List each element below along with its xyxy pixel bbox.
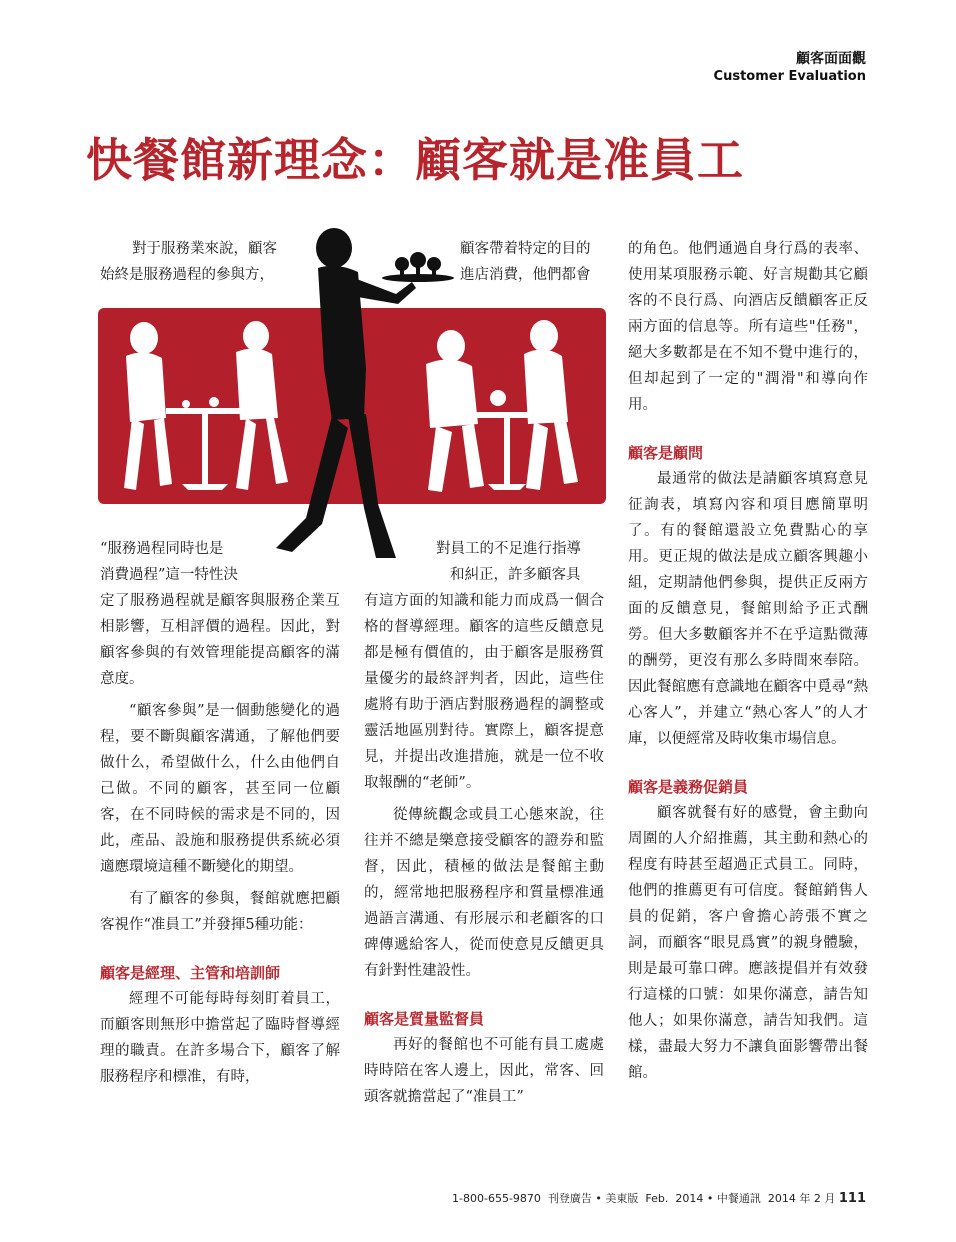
column-2	[364, 588, 604, 1116]
column-3	[628, 236, 868, 1092]
section-label-zh: 顧客面面觀	[796, 51, 866, 67]
subheading: 顧客是顧問	[628, 444, 704, 462]
subheading: 顧客是經理、主管和培訓師	[100, 964, 281, 982]
subheading: 顧客是義務促銷員	[628, 778, 749, 796]
fragment-top-left	[100, 236, 277, 288]
fragment-top-right	[460, 236, 591, 288]
footer-phone: 1-800-655-9870	[452, 1192, 541, 1205]
paragraph: 的角色。他們通過自身行爲的表率、使用某項服務示範、好言規勸其它顧客的不良行爲、向酒店反饋顧客正反兩方面的信息等。所有這些"任務"，絕大多數都是在不知不覺中進行的，但却起到了一定的"潤滑"和導向作用。	[628, 241, 868, 413]
text-line: 對員工的不足進行指導	[436, 541, 581, 557]
footer-month: Feb.	[645, 1192, 669, 1205]
text-line: 進店消費，他們都會	[460, 267, 591, 283]
section-label-en: Customer Evaluation	[713, 69, 866, 84]
paragraph: 從傳統觀念或員工心態來說，往往并不總是樂意接受顧客的證券和監督，因此，積極的做法是餐館主動的，經常地把服務程序和質量標准通過語言溝通、有形展示和老顧客的口碑傳遞給客人，從而使意見反饋更具有針對性建設性。	[364, 807, 604, 979]
text-line: 顧客帶着特定的目的	[460, 241, 591, 257]
paragraph: 有了顧客的參與，餐館就應把顧客視作“准員工”并發揮5種功能：	[100, 891, 340, 933]
text-line: 消費過程”這一特性決	[100, 567, 238, 583]
text-line: 和糾正，許多顧客具	[450, 567, 581, 583]
footer-ad: 刊登廣告 • 美東版	[547, 1192, 639, 1205]
footer-date: 2014 年 2 月	[767, 1192, 836, 1205]
paragraph: “顧客參與”是一個動態變化的過程，要不斷與顧客溝通，了解他們要做什么，希望做什么，什么由他們自己做。不同的顧客，甚至同一位顧客，在不同時候的需求是不同的，因此，產品、設施和服務提供系統必須適應環境這種不斷變化的期望。	[100, 703, 340, 875]
paragraph: 再好的餐館也不可能有員工處處時時陪在客人邊上，因此，常客、回頭客就擔當起了“准員工”	[364, 1037, 604, 1105]
paragraph: 最通常的做法是請顧客填寫意見征詢表，填寫內容和項目應簡單明了。有的餐館還設立免費點心的享用。更正規的做法是成立顧客興趣小組，定期請他們參與，提供正反兩方面的反饋意見，餐館則給予正式酬勞。但大多數顧客并不在乎這點微薄的酬勞，更沒有那么多時間來奉陪。因此餐館應有意識地在顧客中覓尋“熱心客人”，并建立“熱心客人”的人才庫，以便經常及時收集市場信息。	[628, 471, 868, 747]
text-line: 對于服務業來說，顧客	[132, 241, 277, 257]
section-label	[714, 50, 866, 86]
text-line: “服務過程同時也是	[100, 541, 224, 557]
column-1	[100, 588, 340, 1096]
paragraph: 顧客就餐有好的感覺，會主動向周圍的人介紹推薦，其主動和熱心的程度有時甚至超過正式員工。同時，他們的推薦更有可信度。餐館銷售人員的促銷，客户會擔心誇張不實之詞，而顧客“眼見爲實”的親身體驗，則是最可靠口碑。應該提倡并有效發行這樣的口號：如果你滿意，請告知他人；如果你滿意，請告知我們。這樣，盡最大努力不讓負面影響帶出餐館。	[628, 805, 868, 1081]
fragment-bottom-right	[436, 536, 581, 588]
fragment-bottom-left	[100, 536, 238, 588]
paragraph: 經理不可能每時每刻盯着員工，而顧客則無形中擔當起了臨時督導經理的職責。在許多場合下，顧客了解服務程序和標准，有時，	[100, 991, 340, 1085]
text-line: 始終是服務過程的參與方，	[100, 267, 274, 283]
subheading: 顧客是質量監督員	[364, 1010, 485, 1028]
page-number: 111	[838, 1191, 866, 1206]
page-footer	[452, 1190, 866, 1206]
paragraph: 有這方面的知識和能力而成爲一個合格的督導經理。顧客的這些反饋意見都是極有價值的，由于顧客是服務質量優劣的最終評判者，因此，這些住處將有助于酒店對服務過程的調整或靈活地區別對待。實際上，顧客提意見，并提出改進措施，就是一位不收取報酬的“老師”。	[364, 593, 604, 791]
article-headline: 快餐館新理念：顧客就是准員工	[86, 133, 744, 187]
paragraph: 定了服務過程就是顧客與服務企業互相影響，互相評價的過程。因此，對顧客參與的有效管理能提高顧客的滿意度。	[100, 593, 340, 687]
footer-publication: 2014 • 中餐通訊	[675, 1192, 761, 1205]
